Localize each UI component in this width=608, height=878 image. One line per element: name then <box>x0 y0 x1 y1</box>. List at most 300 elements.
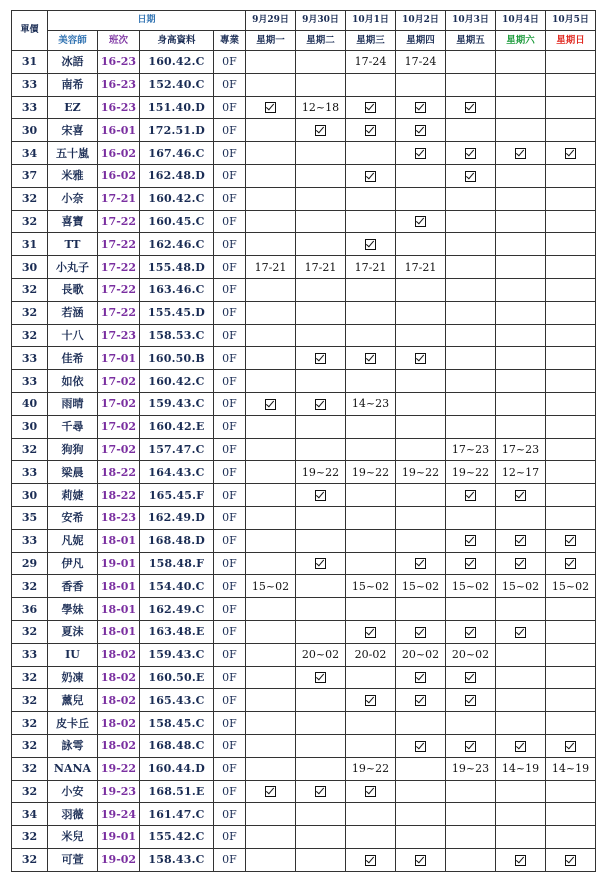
schedule-cell: 20~02 <box>296 643 346 666</box>
schedule-cell <box>496 620 546 643</box>
schedule-cell <box>296 620 346 643</box>
price-cell: 32 <box>12 757 48 780</box>
schedule-cell: 14~23 <box>346 392 396 415</box>
schedule-cell: 17-24 <box>396 51 446 74</box>
schedule-cell <box>246 392 296 415</box>
schedule-cell <box>546 438 596 461</box>
shift-cell: 16-02 <box>98 164 140 187</box>
schedule-cell: 12~17 <box>496 461 546 484</box>
date-col-4: 10月2日 <box>396 11 446 31</box>
beautician-name-cell: 小安 <box>48 780 98 803</box>
schedule-cell <box>546 278 596 301</box>
schedule-cell: 17~23 <box>446 438 496 461</box>
beautician-name-cell: 凡妮 <box>48 529 98 552</box>
schedule-cell <box>346 119 396 142</box>
shift-cell: 16-23 <box>98 51 140 74</box>
schedule-cell <box>246 415 296 438</box>
table-row <box>12 278 596 301</box>
schedule-cell <box>396 780 446 803</box>
schedule-cell <box>246 324 296 347</box>
specialty-cell: 0F <box>214 119 246 142</box>
beautician-name-cell: 五十嵐 <box>48 142 98 165</box>
checked-box-icon <box>415 695 426 706</box>
schedule-cell <box>396 438 446 461</box>
body-data-cell: 158.53.C <box>140 324 214 347</box>
specialty-cell: 0F <box>214 278 246 301</box>
schedule-cell <box>546 51 596 74</box>
beautician-name-cell: 羽薇 <box>48 803 98 826</box>
table-row <box>12 803 596 826</box>
schedule-cell <box>446 256 496 279</box>
schedule-cell <box>396 666 446 689</box>
schedule-cell <box>296 347 346 370</box>
schedule-cell <box>296 233 346 256</box>
schedule-cell <box>246 461 296 484</box>
weekday-col-2: 星期二 <box>296 31 346 51</box>
beautician-name-cell: 雨晴 <box>48 392 98 415</box>
specialty-cell: 0F <box>214 552 246 575</box>
checked-box-icon <box>515 490 526 501</box>
body-data-cell: 158.45.C <box>140 712 214 735</box>
beautician-name-cell: 狗狗 <box>48 438 98 461</box>
schedule-cell <box>446 96 496 119</box>
schedule-cell <box>246 712 296 735</box>
schedule-cell <box>296 734 346 757</box>
schedule-cell <box>496 324 546 347</box>
schedule-cell <box>496 826 546 849</box>
schedule-cell <box>246 689 296 712</box>
price-cell: 32 <box>12 278 48 301</box>
checked-box-icon <box>465 672 476 683</box>
schedule-cell <box>246 96 296 119</box>
schedule-cell <box>546 848 596 871</box>
schedule-cell: 14~19 <box>496 757 546 780</box>
price-cell: 32 <box>12 689 48 712</box>
body-data-cell: 163.48.E <box>140 620 214 643</box>
body-data-header: 身高資料 <box>140 31 214 51</box>
checked-box-icon <box>365 786 376 797</box>
schedule-cell <box>446 370 496 393</box>
beautician-name-cell: 米雅 <box>48 164 98 187</box>
body-data-cell: 172.51.D <box>140 119 214 142</box>
schedule-cell <box>446 119 496 142</box>
table-row <box>12 164 596 187</box>
table-row <box>12 210 596 233</box>
schedule-cell <box>246 552 296 575</box>
schedule-cell: 20~02 <box>396 643 446 666</box>
schedule-cell <box>496 301 546 324</box>
schedule-cell <box>546 119 596 142</box>
schedule-cell <box>446 210 496 233</box>
schedule-cell <box>396 484 446 507</box>
schedule-cell <box>496 233 546 256</box>
body-data-cell: 162.48.D <box>140 164 214 187</box>
table-row <box>12 666 596 689</box>
price-cell: 33 <box>12 643 48 666</box>
schedule-cell <box>446 347 496 370</box>
table-row <box>12 575 596 598</box>
shift-cell: 19-22 <box>98 757 140 780</box>
header-row-dates <box>12 11 596 31</box>
specialty-cell: 0F <box>214 484 246 507</box>
schedule-cell <box>396 757 446 780</box>
specialty-cell: 0F <box>214 187 246 210</box>
table-row <box>12 347 596 370</box>
schedule-cell <box>396 278 446 301</box>
table-row <box>12 73 596 96</box>
schedule-cell: 19~22 <box>346 757 396 780</box>
price-cell: 32 <box>12 575 48 598</box>
beautician-name-cell: 安希 <box>48 506 98 529</box>
checked-box-icon <box>465 490 476 501</box>
table-row <box>12 848 596 871</box>
checked-box-icon <box>415 102 426 113</box>
schedule-cell <box>396 301 446 324</box>
schedule-cell <box>396 826 446 849</box>
schedule-cell <box>446 803 496 826</box>
schedule-cell <box>546 598 596 621</box>
schedule-cell <box>546 210 596 233</box>
schedule-cell <box>296 142 346 165</box>
beautician-name-cell: 可萱 <box>48 848 98 871</box>
schedule-cell <box>396 392 446 415</box>
schedule-cell <box>296 73 346 96</box>
table-row <box>12 712 596 735</box>
schedule-cell <box>546 529 596 552</box>
shift-cell: 18-22 <box>98 484 140 507</box>
price-cell: 31 <box>12 233 48 256</box>
table-row <box>12 324 596 347</box>
price-cell: 32 <box>12 826 48 849</box>
schedule-cell <box>496 210 546 233</box>
specialty-cell: 0F <box>214 826 246 849</box>
body-data-cell: 168.51.E <box>140 780 214 803</box>
schedule-cell <box>496 392 546 415</box>
schedule-cell <box>346 210 396 233</box>
schedule-cell <box>546 370 596 393</box>
shift-cell: 17-22 <box>98 256 140 279</box>
schedule-cell <box>546 712 596 735</box>
shift-cell: 18-01 <box>98 575 140 598</box>
schedule-cell <box>396 689 446 712</box>
weekday-col-7: 星期日 <box>546 31 596 51</box>
schedule-cell <box>446 187 496 210</box>
schedule-cell <box>496 415 546 438</box>
schedule-cell <box>496 598 546 621</box>
body-data-cell: 160.42.C <box>140 51 214 74</box>
shift-cell: 18-22 <box>98 461 140 484</box>
body-data-cell: 154.40.C <box>140 575 214 598</box>
body-data-cell: 155.48.D <box>140 256 214 279</box>
body-data-cell: 159.43.C <box>140 643 214 666</box>
schedule-cell <box>446 278 496 301</box>
specialty-cell: 0F <box>214 415 246 438</box>
schedule-cell: 19~22 <box>446 461 496 484</box>
schedule-cell <box>496 712 546 735</box>
checked-box-icon <box>465 148 476 159</box>
weekday-col-1: 星期一 <box>246 31 296 51</box>
table-row <box>12 187 596 210</box>
date-col-7: 10月5日 <box>546 11 596 31</box>
schedule-cell <box>246 278 296 301</box>
shift-cell: 16-23 <box>98 73 140 96</box>
specialty-cell: 0F <box>214 256 246 279</box>
checked-box-icon <box>315 490 326 501</box>
specialty-cell: 0F <box>214 780 246 803</box>
schedule-cell <box>446 484 496 507</box>
schedule-cell <box>296 278 346 301</box>
schedule-cell <box>496 119 546 142</box>
beautician-name-cell: 夏沫 <box>48 620 98 643</box>
schedule-cell <box>296 51 346 74</box>
checked-box-icon <box>315 399 326 410</box>
price-cell: 35 <box>12 506 48 529</box>
schedule-cell: 15~02 <box>246 575 296 598</box>
specialty-cell: 0F <box>214 689 246 712</box>
schedule-cell <box>346 848 396 871</box>
table-row <box>12 438 596 461</box>
body-data-cell: 160.42.C <box>140 187 214 210</box>
schedule-cell <box>446 598 496 621</box>
date-col-6: 10月4日 <box>496 11 546 31</box>
beautician-name-cell: NANA <box>48 757 98 780</box>
schedule-cell: 17-21 <box>296 256 346 279</box>
schedule-cell <box>246 529 296 552</box>
schedule-cell <box>296 484 346 507</box>
schedule-cell <box>446 712 496 735</box>
schedule-cell <box>546 666 596 689</box>
table-row <box>12 826 596 849</box>
schedule-cell <box>446 415 496 438</box>
table-row <box>12 552 596 575</box>
schedule-cell <box>246 119 296 142</box>
schedule-cell <box>446 666 496 689</box>
schedule-cell <box>246 210 296 233</box>
schedule-cell <box>396 119 446 142</box>
schedule-cell: 15~02 <box>496 575 546 598</box>
price-cell: 33 <box>12 370 48 393</box>
body-data-cell: 157.47.C <box>140 438 214 461</box>
price-cell: 32 <box>12 666 48 689</box>
checked-box-icon <box>415 125 426 136</box>
price-cell: 36 <box>12 598 48 621</box>
schedule-cell <box>546 415 596 438</box>
specialty-cell: 0F <box>214 51 246 74</box>
schedule-cell: 20~02 <box>446 643 496 666</box>
weekday-col-3: 星期三 <box>346 31 396 51</box>
schedule-cell <box>546 803 596 826</box>
price-cell: 32 <box>12 712 48 735</box>
beautician-name-cell: 十八 <box>48 324 98 347</box>
shift-cell: 19-02 <box>98 848 140 871</box>
beautician-name-cell: 米兒 <box>48 826 98 849</box>
beautician-name-cell: TT <box>48 233 98 256</box>
shift-cell: 18-01 <box>98 620 140 643</box>
price-cell: 31 <box>12 51 48 74</box>
price-cell: 33 <box>12 96 48 119</box>
checked-box-icon <box>515 535 526 546</box>
specialty-cell: 0F <box>214 666 246 689</box>
schedule-cell: 15~02 <box>446 575 496 598</box>
specialty-cell: 0F <box>214 210 246 233</box>
schedule-cell <box>546 620 596 643</box>
checked-box-icon <box>515 855 526 866</box>
schedule-cell <box>396 712 446 735</box>
beautician-name-cell: 詠雩 <box>48 734 98 757</box>
schedule-cell <box>346 529 396 552</box>
beautician-name-cell: 冰語 <box>48 51 98 74</box>
specialty-cell: 0F <box>214 233 246 256</box>
price-cell: 32 <box>12 734 48 757</box>
price-cell: 33 <box>12 73 48 96</box>
specialty-cell: 0F <box>214 620 246 643</box>
schedule-cell <box>346 187 396 210</box>
schedule-cell <box>546 484 596 507</box>
specialty-cell: 0F <box>214 848 246 871</box>
body-data-cell: 161.47.C <box>140 803 214 826</box>
schedule-cell <box>496 529 546 552</box>
table-row <box>12 51 596 74</box>
schedule-cell <box>396 187 446 210</box>
checked-box-icon <box>515 627 526 638</box>
schedule-cell <box>296 598 346 621</box>
schedule-cell <box>296 826 346 849</box>
schedule-cell: 17-21 <box>346 256 396 279</box>
body-data-cell: 160.50.E <box>140 666 214 689</box>
specialty-cell: 0F <box>214 757 246 780</box>
schedule-cell <box>296 552 346 575</box>
price-cell: 32 <box>12 301 48 324</box>
schedule-cell <box>496 142 546 165</box>
schedule-cell <box>246 51 296 74</box>
schedule-cell <box>446 552 496 575</box>
beautician-name-cell: 皮卡丘 <box>48 712 98 735</box>
price-cell: 32 <box>12 187 48 210</box>
shift-header: 班次 <box>98 31 140 51</box>
schedule-cell <box>496 187 546 210</box>
schedule-cell <box>546 780 596 803</box>
checked-box-icon <box>365 353 376 364</box>
checked-box-icon <box>265 399 276 410</box>
schedule-cell <box>546 256 596 279</box>
schedule-cell <box>446 506 496 529</box>
schedule-cell <box>396 370 446 393</box>
body-data-cell: 155.45.D <box>140 301 214 324</box>
table-row <box>12 620 596 643</box>
checked-box-icon <box>265 786 276 797</box>
beautician-name-cell: 長歌 <box>48 278 98 301</box>
schedule-cell: 15~02 <box>546 575 596 598</box>
body-data-cell: 158.48.F <box>140 552 214 575</box>
schedule-cell <box>496 734 546 757</box>
table-row <box>12 119 596 142</box>
price-header: 單價 <box>12 11 48 51</box>
price-cell: 37 <box>12 164 48 187</box>
price-cell: 32 <box>12 848 48 871</box>
schedule-cell <box>346 415 396 438</box>
schedule-cell <box>296 438 346 461</box>
checked-box-icon <box>415 627 426 638</box>
schedule-cell: 19~22 <box>396 461 446 484</box>
schedule-cell <box>246 666 296 689</box>
schedule-cell <box>446 142 496 165</box>
schedule-cell <box>346 484 396 507</box>
shift-cell: 17-02 <box>98 438 140 461</box>
table-row <box>12 757 596 780</box>
price-cell: 29 <box>12 552 48 575</box>
schedule-cell <box>296 415 346 438</box>
schedule-cell <box>296 666 346 689</box>
schedule-cell <box>546 73 596 96</box>
schedule-cell <box>296 712 346 735</box>
schedule-cell <box>496 347 546 370</box>
schedule-cell <box>246 598 296 621</box>
checked-box-icon <box>465 695 476 706</box>
schedule-cell <box>346 96 396 119</box>
table-row <box>12 415 596 438</box>
price-cell: 30 <box>12 256 48 279</box>
table-row <box>12 142 596 165</box>
schedule-cell <box>296 301 346 324</box>
checked-box-icon <box>565 741 576 752</box>
table-row <box>12 461 596 484</box>
date-col-1: 9月29日 <box>246 11 296 31</box>
specialty-cell: 0F <box>214 734 246 757</box>
beautician-name-cell: 佳希 <box>48 347 98 370</box>
schedule-cell <box>246 73 296 96</box>
shift-cell: 19-01 <box>98 826 140 849</box>
shift-cell: 17-01 <box>98 347 140 370</box>
schedule-cell <box>446 848 496 871</box>
schedule-cell <box>396 529 446 552</box>
schedule-cell <box>296 689 346 712</box>
date-col-5: 10月3日 <box>446 11 496 31</box>
date-header: 日期 <box>48 11 246 31</box>
schedule-cell <box>346 780 396 803</box>
schedule-cell <box>296 803 346 826</box>
table-row <box>12 301 596 324</box>
schedule-cell <box>246 347 296 370</box>
schedule-cell <box>446 164 496 187</box>
checked-box-icon <box>565 148 576 159</box>
body-data-cell: 160.45.C <box>140 210 214 233</box>
shift-cell: 17-22 <box>98 301 140 324</box>
schedule-cell <box>346 734 396 757</box>
schedule-cell <box>346 233 396 256</box>
schedule-cell <box>246 734 296 757</box>
schedule-cell <box>346 598 396 621</box>
checked-box-icon <box>465 102 476 113</box>
schedule-cell <box>296 757 346 780</box>
checked-box-icon <box>515 741 526 752</box>
checked-box-icon <box>315 558 326 569</box>
shift-cell: 16-23 <box>98 96 140 119</box>
schedule-cell <box>496 370 546 393</box>
schedule-cell <box>346 438 396 461</box>
schedule-cell <box>396 620 446 643</box>
shift-cell: 18-23 <box>98 506 140 529</box>
schedule-cell: 15~02 <box>346 575 396 598</box>
header-row-columns <box>12 31 596 51</box>
schedule-cell: 19~22 <box>346 461 396 484</box>
schedule-cell <box>396 552 446 575</box>
schedule-cell: 17-21 <box>396 256 446 279</box>
schedule-cell <box>346 803 396 826</box>
schedule-cell <box>246 757 296 780</box>
schedule-cell <box>296 529 346 552</box>
body-data-cell: 162.49.C <box>140 598 214 621</box>
shift-cell: 17-02 <box>98 415 140 438</box>
